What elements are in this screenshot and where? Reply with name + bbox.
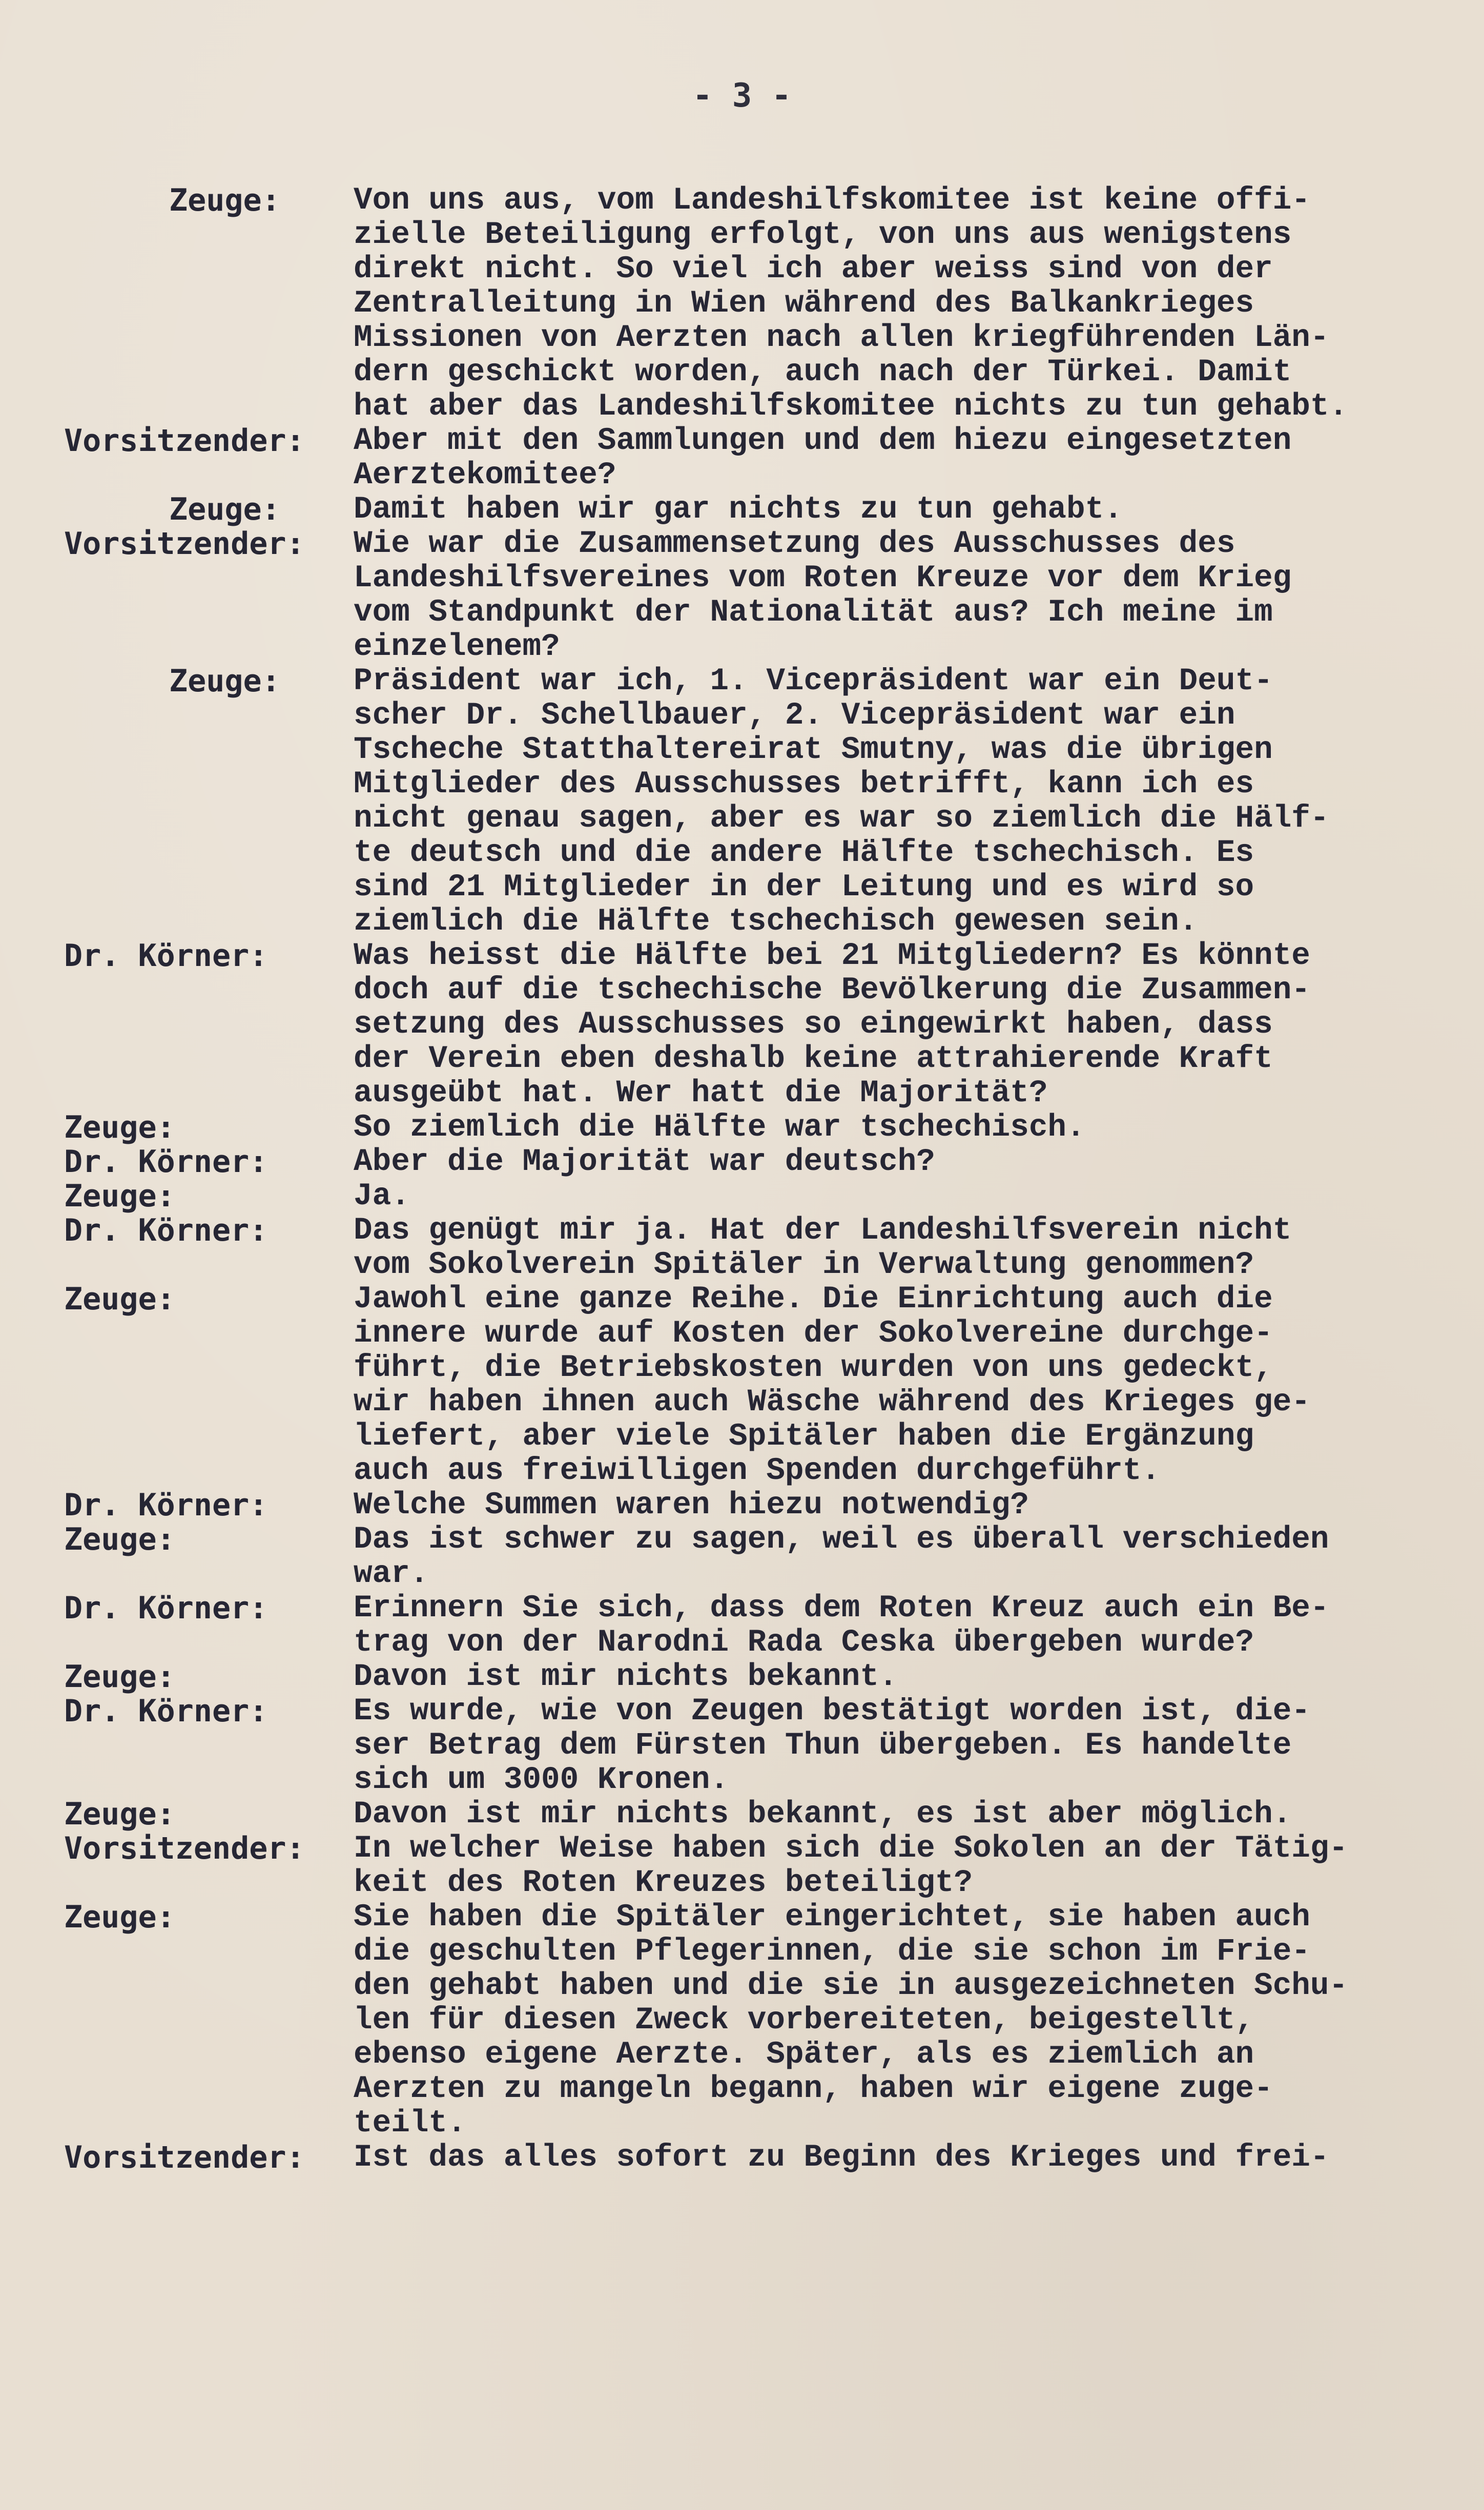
speaker-label: Zeuge: <box>169 663 280 699</box>
speaker-label: Zeuge: <box>64 1796 175 1832</box>
speaker-label: Dr. Körner: <box>64 1212 268 1248</box>
speaker-label: Dr. Körner: <box>64 1487 268 1523</box>
speech-line: Wie war die Zusammensetzung des Ausschusses des <box>354 526 1235 562</box>
speech-text <box>354 1694 1484 1797</box>
speaker-label: Vorsitzender: <box>64 423 305 459</box>
transcript-entry <box>0 1213 1484 1282</box>
speech-line: liefert, aber viele Spitäler haben die Ergänzung <box>354 1419 1254 1454</box>
transcript-entry <box>0 1145 1484 1179</box>
speech-line: Ist das alles sofort zu Beginn des Krieges und frei- <box>354 2140 1329 2175</box>
speech-line: So ziemlich die Hälfte war tschechisch. <box>354 1110 1085 1145</box>
speech-line: sich um 3000 Kronen. <box>354 1762 729 1798</box>
transcript-entry <box>0 939 1484 1110</box>
speech-line: Mitglieder des Ausschusses betrifft, kann ich es <box>354 767 1254 802</box>
speech-line: Aerztekomitee? <box>354 458 616 493</box>
speech-text <box>354 939 1484 1110</box>
speech-line: hat aber das Landeshilfskomitee nichts zu tun gehabt. <box>354 389 1348 424</box>
speech-line: setzung des Ausschusses so eingewirkt haben, dass <box>354 1007 1273 1042</box>
transcript-entry <box>0 1900 1484 2141</box>
speech-line: Welche Summen waren hiezu notwendig? <box>354 1488 1029 1523</box>
speech-line: Jawohl eine ganze Reihe. Die Einrichtung auch die <box>354 1282 1273 1317</box>
speech-line: len für diesen Zweck vorbereiteten, beigestellt, <box>354 2003 1254 2038</box>
speaker-label: Dr. Körner: <box>64 1590 268 1626</box>
speech-line: Aerzten zu mangeln begann, haben wir eigene zuge- <box>354 2071 1273 2107</box>
speech-line: auch aus freiwilligen Spenden durchgeführt. <box>354 1453 1161 1489</box>
speaker-label: Zeuge: <box>169 491 280 527</box>
transcript-entry <box>0 2141 1484 2175</box>
speech-line: keit des Roten Kreuzes beteiligt? <box>354 1865 973 1901</box>
speech-line: trag von der Narodni Rada Ceska übergeben wurde? <box>354 1625 1254 1660</box>
speaker-label: Zeuge: <box>64 1281 175 1317</box>
speech-line: Aber mit den Sammlungen und dem hiezu eingesetzten <box>354 423 1292 459</box>
speech-text <box>354 183 1484 424</box>
speaker-label: Vorsitzender: <box>64 526 305 562</box>
speech-line: doch auf die tschechische Bevölkerung die Zusammen- <box>354 973 1310 1008</box>
speaker-label: Vorsitzender: <box>64 2139 305 2175</box>
speech-line: Damit haben wir gar nichts zu tun gehabt. <box>354 492 1123 527</box>
transcript-entry <box>0 1282 1484 1488</box>
speech-text <box>354 1145 1484 1179</box>
speech-text <box>354 1797 1484 1832</box>
speech-text <box>354 1110 1484 1145</box>
transcript-entry <box>0 1110 1484 1145</box>
speech-text <box>354 1591 1484 1660</box>
speech-text <box>354 1523 1484 1591</box>
transcript-entry <box>0 1179 1484 1213</box>
speech-text <box>354 1900 1484 2141</box>
speech-text <box>354 1488 1484 1523</box>
speech-line: direkt nicht. So viel ich aber weiss sind von der <box>354 252 1273 287</box>
speech-line: ser Betrag dem Fürsten Thun übergeben. Es handelte <box>354 1728 1292 1763</box>
speech-line: vom Standpunkt der Nationalität aus? Ich meine im <box>354 595 1273 630</box>
speech-line: Ja. <box>354 1179 410 1214</box>
transcript <box>0 183 1484 2175</box>
speech-text <box>354 664 1484 939</box>
transcript-entry <box>0 1591 1484 1660</box>
transcript-entry <box>0 424 1484 492</box>
speech-line: Präsident war ich, 1. Vicepräsident war ein Deut- <box>354 664 1273 699</box>
speech-line: Von uns aus, vom Landeshilfskomitee ist keine offi- <box>354 183 1310 218</box>
speech-line: vom Sokolverein Spitäler in Verwaltung genommen? <box>354 1247 1254 1283</box>
speaker-label: Zeuge: <box>64 1109 175 1145</box>
speech-line: Landeshilfsvereines vom Roten Kreuze vor dem Krieg <box>354 561 1292 596</box>
transcript-entry <box>0 1523 1484 1591</box>
speech-line: zielle Beteiligung erfolgt, von uns aus wenigstens <box>354 217 1292 253</box>
speech-line: den gehabt haben und die sie in ausgezeichneten Schu- <box>354 1968 1348 2004</box>
speech-line: Davon ist mir nichts bekannt. <box>354 1659 898 1695</box>
transcript-entry <box>0 664 1484 939</box>
speech-line: nicht genau sagen, aber es war so ziemlich die Hälf- <box>354 801 1329 836</box>
speech-line: war. <box>354 1556 429 1592</box>
speech-line: ziemlich die Hälfte tschechisch gewesen sein. <box>354 904 1198 939</box>
transcript-entry <box>0 1797 1484 1832</box>
speech-line: teilt. <box>354 2106 466 2141</box>
speech-text <box>354 1213 1484 1282</box>
speech-line: der Verein eben deshalb keine attrahierende Kraft <box>354 1041 1273 1077</box>
speech-line: Aber die Majorität war deutsch? <box>354 1144 935 1180</box>
speech-line: Zentralleitung in Wien während des Balkankrieges <box>354 286 1254 321</box>
speaker-label: Zeuge: <box>169 182 280 218</box>
speech-line: Das genügt mir ja. Hat der Landeshilfsverein nicht <box>354 1213 1292 1248</box>
speech-line: dern geschickt worden, auch nach der Türkei. Damit <box>354 355 1292 390</box>
transcript-entry <box>0 1488 1484 1523</box>
speech-line: Missionen von Aerzten nach allen kriegführenden Län- <box>354 320 1329 356</box>
speech-line: sind 21 Mitglieder in der Leitung und es wird so <box>354 870 1254 905</box>
speaker-label: Dr. Körner: <box>64 1693 268 1729</box>
speech-text <box>354 1179 1484 1213</box>
speech-text <box>354 424 1484 492</box>
transcript-entry <box>0 527 1484 664</box>
speaker-label: Vorsitzender: <box>64 1830 305 1866</box>
speech-line: Es wurde, wie von Zeugen bestätigt worden ist, die- <box>354 1694 1310 1729</box>
speech-line: Erinnern Sie sich, dass dem Roten Kreuz auch ein Be- <box>354 1591 1329 1626</box>
speech-line: Tscheche Statthaltereirat Smutny, was die übrigen <box>354 732 1273 768</box>
transcript-entry <box>0 183 1484 424</box>
transcript-entry <box>0 1832 1484 1900</box>
speech-line: Was heisst die Hälfte bei 21 Mitgliedern? Es könnte <box>354 938 1310 974</box>
speech-line: führt, die Betriebskosten wurden von uns gedeckt, <box>354 1350 1273 1386</box>
speech-line: te deutsch und die andere Hälfte tschechisch. Es <box>354 835 1254 871</box>
speech-line: innere wurde auf Kosten der Sokolvereine durchge- <box>354 1316 1273 1351</box>
speaker-label: Dr. Körner: <box>64 1144 268 1180</box>
speech-text <box>354 2141 1484 2175</box>
speech-line: die geschulten Pflegerinnen, die sie schon im Frie- <box>354 1934 1310 1969</box>
speech-line: einzelenem? <box>354 629 560 665</box>
speaker-label: Zeuge: <box>64 1521 175 1557</box>
speaker-label: Dr. Körner: <box>64 938 268 974</box>
speech-line: scher Dr. Schellbauer, 2. Vicepräsident war ein <box>354 698 1235 733</box>
speaker-label: Zeuge: <box>64 1899 175 1935</box>
speech-text <box>354 1282 1484 1488</box>
page-number: - 3 - <box>692 77 792 115</box>
speaker-label: Zeuge: <box>64 1659 175 1695</box>
speech-line: wir haben ihnen auch Wäsche während des Krieges ge- <box>354 1385 1310 1420</box>
speech-text <box>354 1660 1484 1694</box>
speech-line: ebenso eigene Aerzte. Später, als es ziemlich an <box>354 2037 1254 2072</box>
speaker-label: Zeuge: <box>64 1178 175 1214</box>
speech-text <box>354 527 1484 664</box>
transcript-entry <box>0 1660 1484 1694</box>
speech-line: Davon ist mir nichts bekannt, es ist aber möglich. <box>354 1797 1292 1832</box>
speech-line: In welcher Weise haben sich die Sokolen an der Tätig- <box>354 1831 1348 1866</box>
speech-text <box>354 492 1484 527</box>
speech-text <box>354 1832 1484 1900</box>
speech-line: Das ist schwer zu sagen, weil es überall verschieden <box>354 1522 1329 1557</box>
transcript-entry <box>0 492 1484 527</box>
speech-line: ausgeübt hat. Wer hatt die Majorität? <box>354 1076 1048 1111</box>
transcript-entry <box>0 1694 1484 1797</box>
speech-line: Sie haben die Spitäler eingerichtet, sie haben auch <box>354 1900 1310 1935</box>
